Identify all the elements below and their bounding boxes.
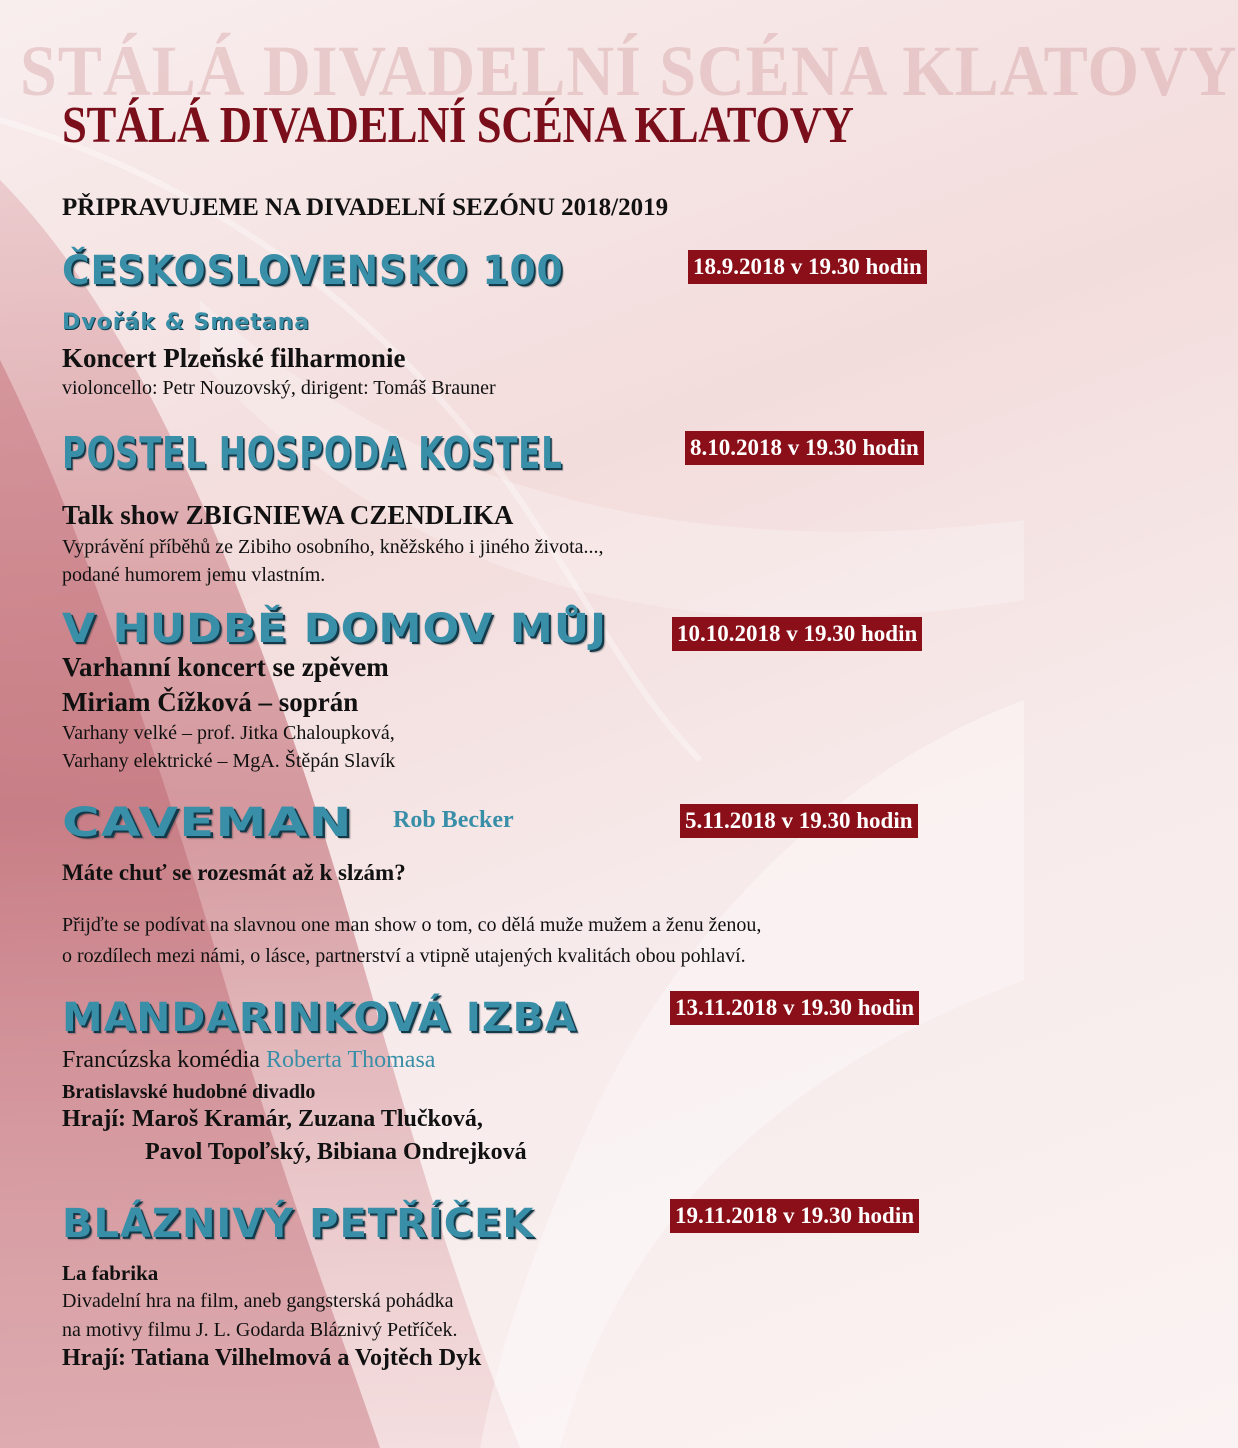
event-date-badge: 10.10.2018 v 19.30 hodin bbox=[672, 617, 922, 651]
event-line: violoncello: Petr Nouzovský, dirigent: Tomáš Brauner bbox=[62, 377, 496, 399]
event-subtitle: Dvořák & Smetana bbox=[62, 310, 311, 335]
page-title: STÁLÁ DIVADELNÍ SCÉNA KLATOVY bbox=[62, 97, 854, 154]
event-date-badge: 5.11.2018 v 19.30 hodin bbox=[680, 804, 918, 838]
event-line: Miriam Čížková – soprán bbox=[62, 687, 359, 717]
header-watermark: STÁLÁ DIVADELNÍ SCÉNA KLATOVY bbox=[20, 31, 1238, 111]
event-line: Varhanní koncert se zpěvem bbox=[62, 652, 389, 682]
event-title-v-hudbe: V HUDBĚ DOMOV MŮJ bbox=[62, 606, 608, 652]
season-subtitle: PŘIPRAVUJEME NA DIVADELNÍ SEZÓNU 2018/2019 bbox=[62, 194, 669, 221]
event-date-badge: 19.11.2018 v 19.30 hodin bbox=[670, 1199, 919, 1233]
event-title-mandarinkova: MANDARINKOVÁ IZBA bbox=[62, 995, 578, 1041]
event-date-badge: 13.11.2018 v 19.30 hodin bbox=[670, 991, 919, 1025]
event-title-caveman: CAVEMAN bbox=[62, 800, 353, 846]
event-line: Varhany elektrické – MgA. Štěpán Slavík bbox=[62, 750, 396, 772]
event-line: Vyprávění příběhů ze Zibiho osobního, kněžského i jiného života..., bbox=[62, 536, 604, 558]
event-line: Divadelní hra na film, aneb gangsterská pohádka bbox=[62, 1290, 454, 1312]
event-author: Roberta Thomasa bbox=[265, 1047, 436, 1073]
event-line: na motivy filmu J. L. Godarda Bláznivý Petříček. bbox=[62, 1319, 458, 1341]
event-line: Pavol Topoľský, Bibiana Ondrejková bbox=[145, 1139, 527, 1165]
event-line: Koncert Plzeňské filharmonie bbox=[62, 343, 406, 373]
event-title-ceskoslovensko: ČESKOSLOVENSKO 100 bbox=[62, 248, 564, 294]
event-line: Přijďte se podívat na slavnou one man show o tom, co dělá muže mužem a ženu ženou, bbox=[62, 914, 762, 936]
event-line: podané humorem jemu vlastním. bbox=[62, 564, 326, 586]
event-line: Bratislavské hudobné divadlo bbox=[62, 1081, 316, 1103]
event-title-postel: POSTEL HOSPODA KOSTEL bbox=[62, 428, 563, 479]
event-line: Hrají: Maroš Kramár, Zuzana Tlučková, bbox=[62, 1106, 483, 1132]
event-line: Hrají: Tatiana Vilhelmová a Vojtěch Dyk bbox=[62, 1345, 482, 1371]
event-line: La fabrika bbox=[62, 1261, 159, 1285]
event-date-badge: 8.10.2018 v 19.30 hodin bbox=[685, 431, 924, 465]
event-line bbox=[62, 1047, 435, 1074]
event-line: Talk show ZBIGNIEWA CZENDLIKA bbox=[62, 500, 514, 530]
event-date-badge: 18.9.2018 v 19.30 hodin bbox=[688, 250, 927, 284]
event-author: Rob Becker bbox=[393, 807, 514, 833]
event-title-blaznivy: BLÁZNIVÝ PETŘÍČEK bbox=[62, 1201, 535, 1247]
event-line: Máte chuť se rozesmát až k slzám? bbox=[62, 860, 406, 885]
event-line: Varhany velké – prof. Jitka Chaloupková, bbox=[62, 722, 395, 744]
event-line-text: Francúzska komédia bbox=[62, 1047, 260, 1073]
event-line: o rozdílech mezi námi, o lásce, partnerství a vtipně utajených kvalitách obou pohlaví. bbox=[62, 945, 746, 967]
